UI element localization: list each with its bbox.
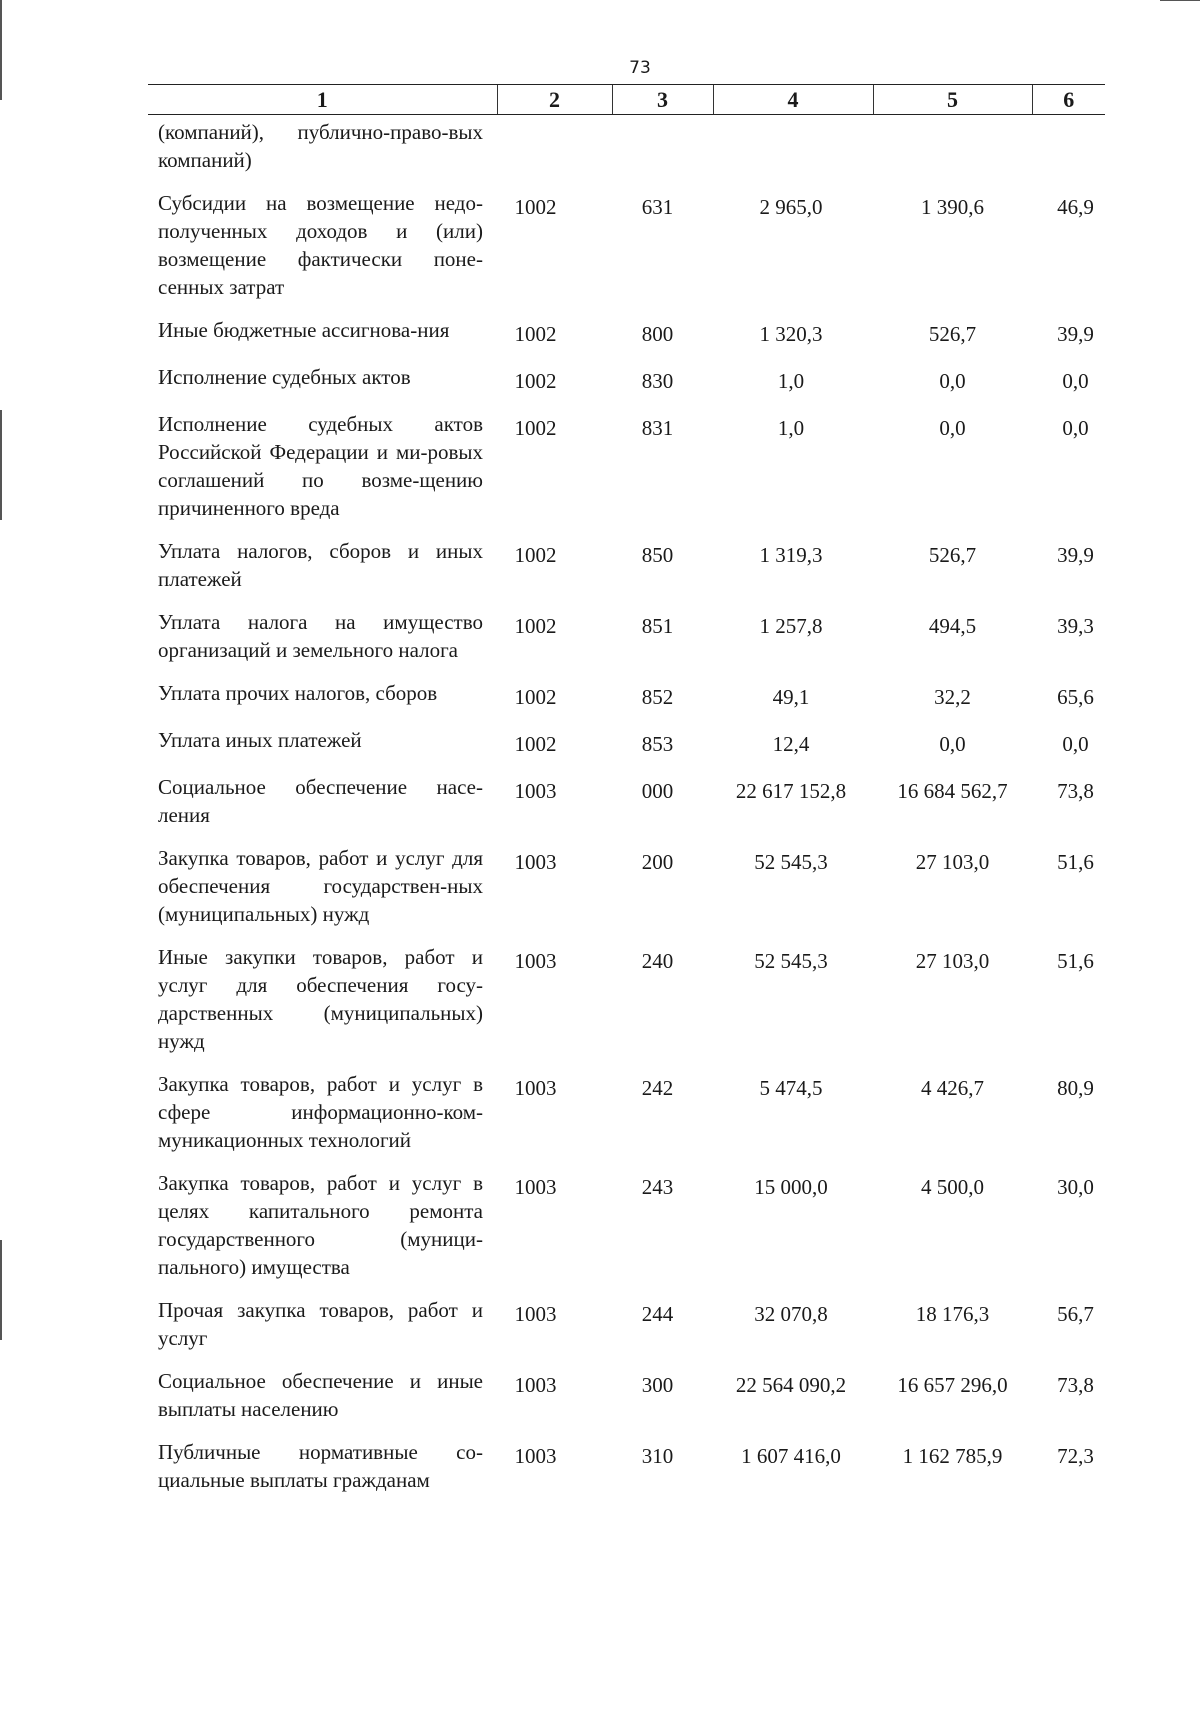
cell-actual: 1 162 785,9 bbox=[902, 1444, 1003, 1468]
cell-expense-type: 830 bbox=[641, 369, 674, 393]
cell-section-code: 1003 bbox=[514, 1302, 557, 1326]
cell-percent: 39,9 bbox=[1057, 322, 1094, 346]
cell-section-code: 1003 bbox=[514, 779, 557, 803]
cell-expense-type bbox=[612, 115, 713, 190]
cell-plan: 32 070,8 bbox=[754, 1302, 828, 1326]
row-name: Исполнение судебных актов bbox=[158, 365, 411, 389]
cell-plan: 1 607 416,0 bbox=[741, 1444, 841, 1468]
cell-plan: 5 474,5 bbox=[759, 1076, 823, 1100]
table-row bbox=[148, 189, 1105, 316]
cell-percent: 51,6 bbox=[1057, 949, 1094, 973]
column-header: 3 bbox=[612, 85, 713, 115]
row-name: Закупка товаров, работ и услуг в сфере информационно-ком-муникационных технологий bbox=[158, 1072, 483, 1152]
cell-plan: 22 564 090,2 bbox=[735, 1373, 847, 1397]
row-name: Социальное обеспечение и иные выплаты населению bbox=[158, 1369, 483, 1421]
table-row bbox=[148, 115, 1105, 190]
table-row bbox=[148, 943, 1105, 1070]
cell-section-code: 1003 bbox=[514, 850, 557, 874]
cell-plan: 1,0 bbox=[777, 416, 805, 440]
table-row bbox=[148, 679, 1105, 726]
row-name: (компаний), публично-право-вых компаний) bbox=[158, 120, 483, 172]
cell-actual bbox=[873, 115, 1032, 190]
page-number: 73 bbox=[629, 58, 651, 78]
cell-expense-type: 240 bbox=[641, 949, 674, 973]
table-row bbox=[148, 726, 1105, 773]
table-row bbox=[148, 363, 1105, 410]
cell-actual: 526,7 bbox=[928, 543, 977, 567]
cell-plan: 1 319,3 bbox=[759, 543, 823, 567]
row-name: Прочая закупка товаров, работ и услуг bbox=[158, 1298, 483, 1350]
cell-section-code: 1003 bbox=[514, 1444, 557, 1468]
cell-actual: 16 657 296,0 bbox=[897, 1373, 1008, 1397]
cell-plan: 52 545,3 bbox=[754, 949, 828, 973]
cell-actual: 526,7 bbox=[928, 322, 977, 346]
table-row bbox=[148, 773, 1105, 844]
cell-expense-type: 242 bbox=[641, 1076, 674, 1100]
cell-percent: 72,3 bbox=[1057, 1444, 1094, 1468]
cell-expense-type: 831 bbox=[641, 416, 674, 440]
cell-actual: 1 390,6 bbox=[921, 195, 984, 219]
cell-percent: 73,8 bbox=[1057, 1373, 1094, 1397]
cell-percent: 56,7 bbox=[1057, 1302, 1094, 1326]
cell-plan: 1,0 bbox=[777, 369, 805, 393]
row-name: Социальное обеспечение насе-ления bbox=[158, 775, 483, 827]
cell-section-code: 1002 bbox=[514, 369, 557, 393]
cell-percent: 0,0 bbox=[1062, 732, 1089, 756]
cell-actual: 4 426,7 bbox=[921, 1076, 984, 1100]
cell-percent: 80,9 bbox=[1057, 1076, 1094, 1100]
column-header: 6 bbox=[1032, 85, 1105, 115]
cell-percent: 65,6 bbox=[1057, 685, 1094, 709]
cell-section-code: 1002 bbox=[514, 322, 557, 346]
cell-expense-type: 851 bbox=[641, 614, 674, 638]
cell-section-code bbox=[497, 115, 612, 190]
scan-margin-line bbox=[1160, 0, 1200, 1]
cell-percent: 30,0 bbox=[1057, 1175, 1094, 1199]
cell-expense-type: 244 bbox=[641, 1302, 674, 1326]
cell-actual: 27 103,0 bbox=[915, 949, 990, 973]
cell-percent: 0,0 bbox=[1062, 369, 1089, 393]
cell-actual: 16 684 562,7 bbox=[897, 779, 1008, 803]
cell-plan: 52 545,3 bbox=[754, 850, 828, 874]
cell-expense-type: 800 bbox=[641, 322, 674, 346]
table-row bbox=[148, 844, 1105, 943]
cell-plan: 15 000,0 bbox=[754, 1175, 828, 1199]
budget-table bbox=[148, 84, 1105, 1509]
table-row bbox=[148, 1296, 1105, 1367]
cell-section-code: 1003 bbox=[514, 1076, 557, 1100]
cell-section-code: 1002 bbox=[514, 195, 557, 219]
cell-percent: 0,0 bbox=[1062, 416, 1089, 440]
cell-section-code: 1003 bbox=[514, 1373, 557, 1397]
cell-expense-type: 850 bbox=[641, 543, 674, 567]
row-name: Закупка товаров, работ и услуг в целях капитального ремонта государственного (муници-пального) имущества bbox=[158, 1171, 483, 1279]
cell-actual: 0,0 bbox=[939, 416, 966, 440]
cell-plan: 1 320,3 bbox=[759, 322, 823, 346]
cell-section-code: 1003 bbox=[514, 949, 557, 973]
cell-percent: 39,9 bbox=[1057, 543, 1094, 567]
column-header: 1 bbox=[148, 85, 497, 115]
row-name: Субсидии на возмещение недо-полученных доходов и (или) возмещение фактически поне-сенных затрат bbox=[158, 191, 483, 299]
table-row bbox=[148, 1169, 1105, 1296]
cell-percent bbox=[1032, 115, 1105, 190]
cell-plan: 1 257,8 bbox=[759, 614, 823, 638]
row-name: Закупка товаров, работ и услуг для обеспечения государствен-ных (муниципальных) нужд bbox=[158, 846, 483, 926]
table-row bbox=[148, 316, 1105, 363]
cell-expense-type: 243 bbox=[641, 1175, 674, 1199]
cell-actual: 4 500,0 bbox=[921, 1175, 984, 1199]
cell-actual: 494,5 bbox=[928, 614, 977, 638]
cell-plan: 49,1 bbox=[772, 685, 810, 709]
cell-expense-type: 852 bbox=[641, 685, 674, 709]
row-name: Уплата налогов, сборов и иных платежей bbox=[158, 539, 483, 591]
table-row bbox=[148, 1070, 1105, 1169]
table-row bbox=[148, 1438, 1105, 1509]
cell-plan: 2 965,0 bbox=[759, 195, 823, 219]
cell-section-code: 1002 bbox=[514, 732, 557, 756]
cell-section-code: 1003 bbox=[514, 1175, 557, 1199]
cell-section-code: 1002 bbox=[514, 685, 557, 709]
column-header: 5 bbox=[873, 85, 1032, 115]
row-name: Уплата прочих налогов, сборов bbox=[158, 681, 438, 705]
cell-section-code: 1002 bbox=[514, 543, 557, 567]
row-name: Исполнение судебных актов Российской Федерации и ми-ровых соглашений по возме-щению причиненного вреда bbox=[158, 412, 483, 520]
cell-expense-type: 310 bbox=[641, 1444, 674, 1468]
cell-actual: 0,0 bbox=[939, 732, 966, 756]
scan-margin-line bbox=[0, 410, 2, 520]
cell-percent: 46,9 bbox=[1057, 195, 1094, 219]
cell-percent: 39,3 bbox=[1057, 614, 1094, 638]
cell-section-code: 1002 bbox=[514, 614, 557, 638]
row-name: Уплата иных платежей bbox=[158, 728, 362, 752]
cell-expense-type: 631 bbox=[641, 195, 674, 219]
cell-percent: 51,6 bbox=[1057, 850, 1094, 874]
cell-expense-type: 853 bbox=[641, 732, 674, 756]
cell-expense-type: 000 bbox=[641, 779, 674, 803]
table-row bbox=[148, 1367, 1105, 1438]
cell-actual: 0,0 bbox=[939, 369, 966, 393]
cell-plan bbox=[713, 115, 873, 190]
column-header: 2 bbox=[497, 85, 612, 115]
row-name: Иные закупки товаров, работ и услуг для обеспечения госу-дарственных (муниципальных) нужд bbox=[158, 945, 483, 1053]
cell-plan: 12,4 bbox=[772, 732, 810, 756]
table-row bbox=[148, 608, 1105, 679]
table-row bbox=[148, 537, 1105, 608]
column-header: 4 bbox=[713, 85, 873, 115]
cell-section-code: 1002 bbox=[514, 416, 557, 440]
table-header-row bbox=[148, 85, 1105, 115]
scan-margin-line bbox=[0, 0, 2, 100]
cell-actual: 27 103,0 bbox=[915, 850, 990, 874]
scan-margin-line bbox=[0, 1240, 2, 1340]
cell-expense-type: 300 bbox=[641, 1373, 674, 1397]
cell-actual: 18 176,3 bbox=[915, 1302, 990, 1326]
row-name: Иные бюджетные ассигнова-ния bbox=[158, 318, 450, 342]
cell-plan: 22 617 152,8 bbox=[735, 779, 847, 803]
table-row bbox=[148, 410, 1105, 537]
cell-percent: 73,8 bbox=[1057, 779, 1094, 803]
row-name: Публичные нормативные со-циальные выплаты гражданам bbox=[158, 1440, 483, 1492]
cell-actual: 32,2 bbox=[934, 685, 971, 709]
row-name: Уплата налога на имущество организаций и земельного налога bbox=[158, 610, 483, 662]
cell-expense-type: 200 bbox=[641, 850, 674, 874]
